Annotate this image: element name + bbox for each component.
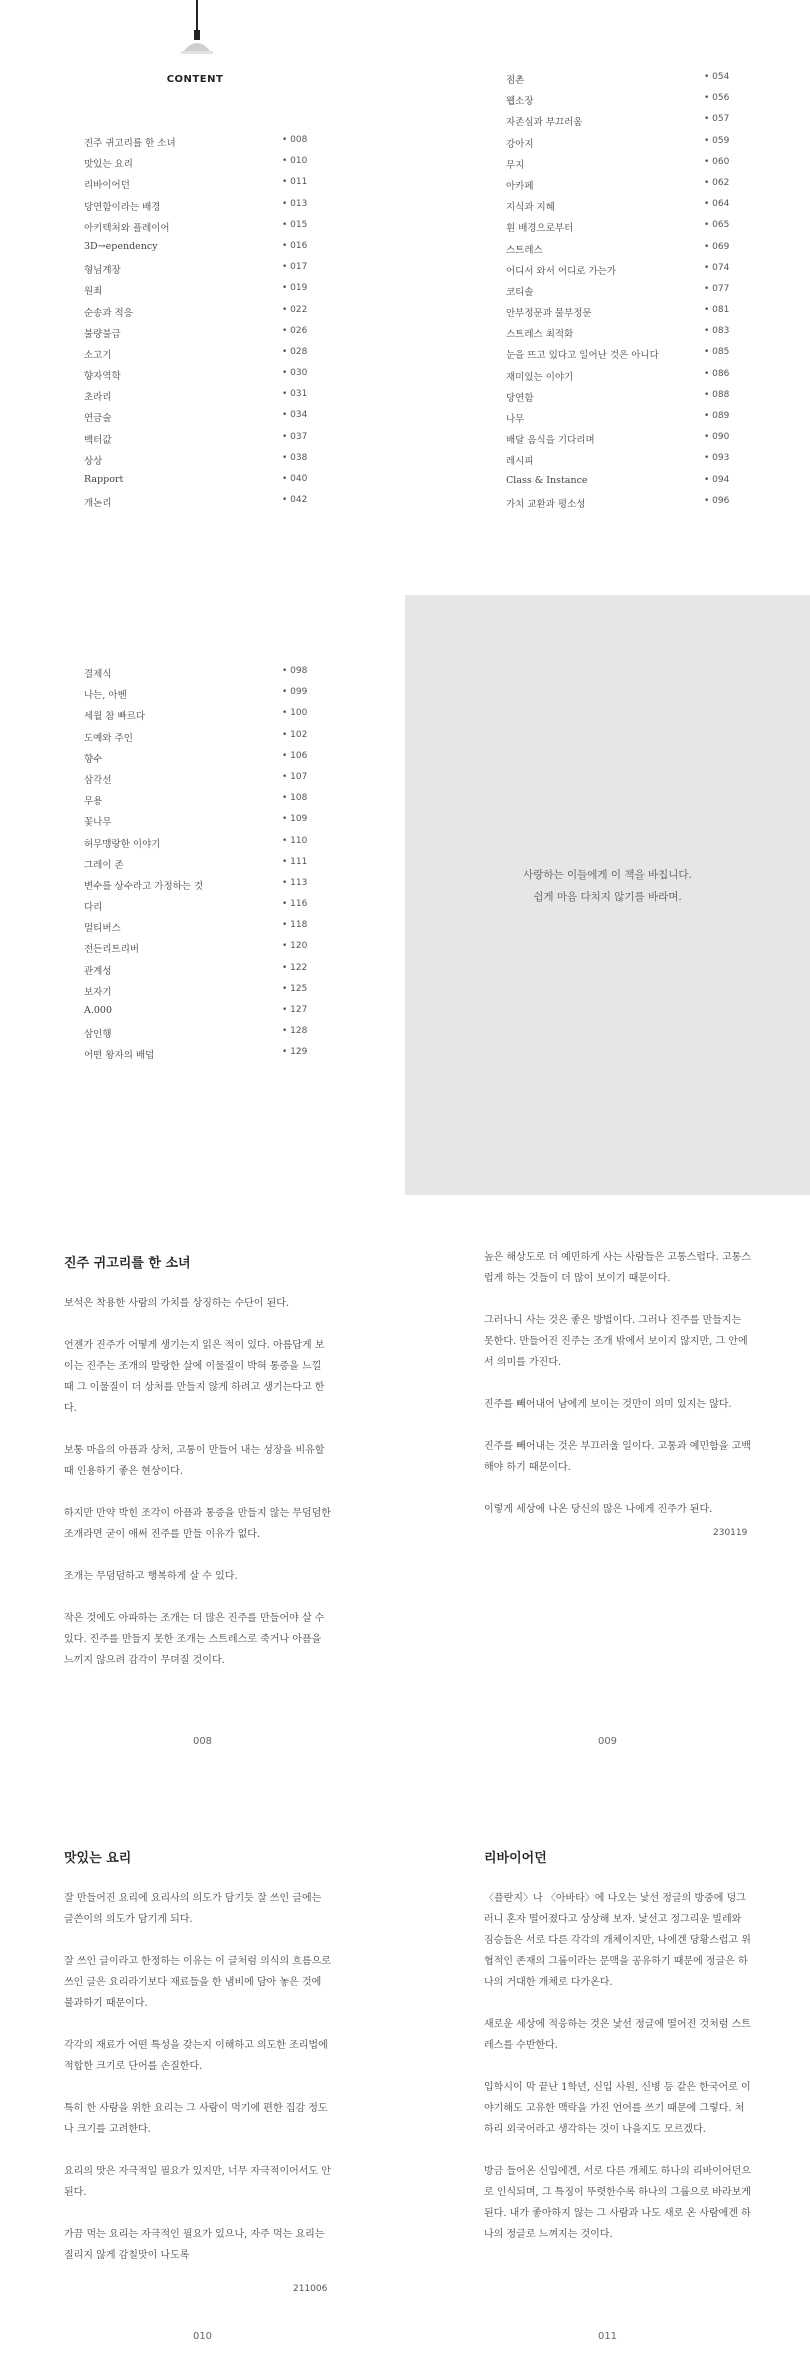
toc-entry-page: • 116 <box>282 899 308 910</box>
essay-paragraph: 잘 쓰인 글이라고 한정하는 이유는 이 글처럼 의식의 흐름으로 쓰인 글은 요리라기보다 재료들을 한 냄비에 담아 놓은 것에 불과하기 때문이다. <box>64 1956 331 2009</box>
toc-page-left <box>0 0 405 600</box>
toc-entry-title: 당연함이라는 배경 <box>84 201 161 213</box>
essay-body <box>64 1888 334 2287</box>
toc-entry-page: • 028 <box>282 346 308 357</box>
essay-paragraph: 진주를 빼어내는 것은 부끄러울 일이다. 고통과 예민함을 고백해야 하기 때문이다. <box>484 1441 751 1473</box>
toc-entry-page: • 074 <box>704 262 730 273</box>
toc-entry-title: 관계성 <box>84 965 112 977</box>
toc-entry-title: 아키텍처와 플레이어 <box>84 222 170 234</box>
toc-entry-title: 연금술 <box>84 413 112 425</box>
toc-entry-title: 형님계장 <box>84 265 121 277</box>
toc-entry-page: • 056 <box>704 93 730 104</box>
toc-entry-title: 3D→ependency <box>84 240 158 252</box>
essay-page-008 <box>0 1195 405 1795</box>
toc-entry-page: • 094 <box>704 474 730 485</box>
toc-entry-title: 코티솔 <box>506 286 534 298</box>
toc-entry-title: 가치 교환과 평소성 <box>506 498 586 510</box>
page-number: 010 <box>192 2331 213 2342</box>
toc-entry-title: 향자역학 <box>84 371 121 383</box>
toc-entry-page: • 069 <box>704 241 730 252</box>
toc-entry-title: 변수를 상수라고 가정하는 것 <box>84 880 204 892</box>
toc-entry-title: 강아지 <box>506 138 534 150</box>
toc-entry-title: 나무 <box>506 414 525 425</box>
essay-paragraph: 각각의 재료가 어떤 특성을 갖는지 이해하고 의도한 조리법에 적합한 크기로 단어를 손질한다. <box>64 2040 328 2072</box>
toc-entry-title: 지식과 지혜 <box>506 202 555 214</box>
toc-entry-page: • 118 <box>282 920 308 931</box>
toc-entry-page: • 059 <box>704 135 730 146</box>
toc-entry-page: • 089 <box>704 411 730 421</box>
toc-entry-title: 도예와 주인 <box>84 732 133 744</box>
toc-entry-page: • 120 <box>282 941 308 952</box>
toc-entry-page: • 125 <box>282 983 308 994</box>
essay-paragraph: 그러나니 사는 것은 좋은 방법이다. 그러나 진주를 만들지는 못한다. 만들어진 진주는 조개 밖에서 보이지 않지만, 그 안에서 의미를 가진다. <box>484 1315 748 1368</box>
toc-entry-page: • 086 <box>704 368 730 379</box>
toc-entry-page: • 077 <box>704 283 730 294</box>
toc-entry-page: • 011 <box>282 177 308 188</box>
toc-entry-page: • 109 <box>282 814 308 825</box>
toc-entry-page: • 034 <box>282 410 308 421</box>
toc-entry-title: 자존심과 부끄러움 <box>506 117 583 129</box>
toc-entry-title: 삼인행 <box>84 1029 112 1041</box>
dedication-line-2: 쉽게 마음 다치지 않기를 바라며. <box>533 891 682 903</box>
toc-entry-title: 향수 <box>84 753 103 765</box>
toc-entry-page: • 128 <box>282 1026 308 1037</box>
essay-body-continued <box>484 1247 754 1541</box>
essay-title: 맛있는 요리 <box>64 1851 132 1866</box>
toc-entry-title: 상상 <box>84 455 103 467</box>
toc-entry-title: 초라리 <box>84 392 112 404</box>
toc-entry-title: 어떤 왕자의 배덥 <box>84 1050 155 1062</box>
toc-entry-title: 무지 <box>506 159 525 171</box>
toc-entry-page: • 016 <box>282 240 308 251</box>
essay-paragraph: 보통 마음의 아픔과 상처, 고통이 만들어 내는 성장을 비유할 때 인용하기 좋은 현상이다. <box>64 1445 325 1477</box>
toc-entry-title: 맛있는 요리 <box>84 159 133 171</box>
toc-entry-title: 배달 음식을 기다리며 <box>506 435 595 447</box>
toc-entry-page: • 090 <box>704 432 730 443</box>
toc-entry-page: • 030 <box>282 368 308 379</box>
toc-entry-title: 세월 참 빠르다 <box>84 711 146 723</box>
toc-entry-title: Rapport <box>84 474 124 485</box>
toc-entry-title: 원죄 <box>84 286 103 298</box>
toc-entry-page: • 107 <box>282 771 308 782</box>
toc-entry-page: • 017 <box>282 262 308 273</box>
toc-spread-2 <box>0 595 810 1195</box>
toc-entry-page: • 037 <box>282 431 308 442</box>
toc-entry-title: 백터값 <box>84 434 112 446</box>
toc-entry-page: • 013 <box>282 198 308 209</box>
essay-paragraph: 하지만 만약 박힌 조각이 아픔과 통증을 만들지 않는 무덤덤한 조개라면 굳이 애써 진주를 만들 이유가 없다. <box>64 1508 331 1540</box>
toc-entry-title: 개논리 <box>84 498 112 510</box>
toc-entry-title: A.000 <box>84 1005 113 1016</box>
toc-entry-page: • 062 <box>704 177 730 188</box>
toc-entry-page: • 010 <box>282 156 308 167</box>
essay-paragraph: 특히 한 사람을 위한 요리는 그 사람이 먹기에 편한 집감 정도나 크기를 고려한다. <box>64 2103 328 2135</box>
page-number: 008 <box>192 1736 213 1747</box>
toc-entry-title: 안부정문과 물부정문 <box>506 308 592 320</box>
essay-paragraph: 요리의 맛은 자극적일 필요가 있지만, 너무 자극적이어서도 안 된다. <box>64 2166 331 2198</box>
toc-entry-page: • 098 <box>282 666 308 676</box>
toc-entry-page: • 106 <box>282 750 308 761</box>
toc-entry-page: • 081 <box>704 305 730 316</box>
toc-entry-page: • 100 <box>282 708 308 719</box>
essay-paragraph: 높은 해상도로 더 예민하게 사는 사람들은 고통스럽다. 고통스럽게 하는 것들이 더 많이 보이기 때문이다. <box>484 1252 751 1284</box>
essay-body <box>64 1293 334 1692</box>
toc-heading: CONTENT <box>166 74 224 85</box>
toc-entry-title: 아카페 <box>506 180 534 192</box>
toc-entry-title: 흰 배경으로부터 <box>506 223 574 235</box>
toc-entry-page: • 015 <box>282 219 308 230</box>
toc-page-continued <box>0 595 405 1195</box>
toc-entry-page: • 127 <box>282 1005 308 1015</box>
pendant-lamp-icon <box>169 0 225 60</box>
essay-paragraph: 새로운 세상에 적응하는 것은 낯선 정글에 떨어진 것처럼 스트레스를 수반한다. <box>484 2019 751 2051</box>
toc-entry-title: 눈을 뜨고 있다고 일어난 것은 아니다 <box>506 350 659 362</box>
essay-date-signature: 211006 <box>293 2284 328 2294</box>
essay-paragraph: 잘 만들어진 요리에 요리사의 의도가 담기듯 잘 쓰인 글에는 글쓴이의 의도가 담기게 되다. <box>64 1893 322 1925</box>
essay-paragraph: 언젠가 진주가 어떻게 생기는지 읽은 적이 있다. 아름답게 보이는 진주는 조개의 말랑한 살에 이물질이 박혀 통증을 느낄 때 그 이물질이 더 상처를 만들지 않게 하려고 생기는다고 한다. <box>64 1340 325 1414</box>
toc-entry-title: 허무맹랑한 이야기 <box>84 838 161 850</box>
toc-entry-page: • 111 <box>282 856 308 867</box>
toc-entry-title: 웹소장 <box>506 96 534 108</box>
essay-page-010 <box>0 1790 405 2380</box>
toc-entry-title: 멀티버스 <box>84 923 121 935</box>
toc-entry-title: 그레이 존 <box>84 859 124 871</box>
essay-paragraph: 진주를 빼어내어 남에게 보이는 것만이 의미 있지는 않다. <box>484 1399 732 1410</box>
dedication-page <box>405 595 810 1195</box>
essay-paragraph: 〈플란지〉나 〈아바타〉에 나오는 낯선 정글의 방중에 덩그러니 혼자 떨어졌다고 상상해 보자. 낯선고 정그리운 빌레와 짐승들은 서로 다른 각각의 개체이지만, 나에겐 당황스럽고 위협적인 존재의 그룹이라는 문맥을 공유하기 때문에 정글은 하나의 거대한 개체로 다가온다. <box>484 1893 751 1988</box>
toc-entry-title: 진주 귀고리를 한 소녀 <box>84 138 176 149</box>
toc-entry-title: 불량불급 <box>84 328 121 340</box>
toc-entry-page: • 099 <box>282 687 308 698</box>
toc-entry-page: • 019 <box>282 283 308 294</box>
toc-entry-page: • 026 <box>282 325 308 336</box>
essay-body <box>484 1888 754 2266</box>
toc-entry-page: • 110 <box>282 835 308 846</box>
toc-entry-page: • 065 <box>704 220 730 231</box>
essay-paragraph: 보석은 착용한 사람의 가치를 상징하는 수단이 된다. <box>64 1298 290 1309</box>
toc-entry-page: • 108 <box>282 793 308 804</box>
toc-entry-title: 무용 <box>84 796 103 808</box>
toc-entry-page: • 022 <box>282 304 308 315</box>
toc-entry-title: 보자기 <box>84 986 112 998</box>
toc-entry-title: 다리 <box>84 902 103 914</box>
toc-entry-page: • 088 <box>704 389 730 400</box>
toc-entry-title: 스트레스 최적화 <box>506 329 574 341</box>
toc-entry-title: Class & Instance <box>506 474 588 486</box>
toc-entry-page: • 054 <box>704 72 730 82</box>
essay-page-009 <box>405 1195 810 1795</box>
toc-entry-title: 꽃나무 <box>84 817 112 829</box>
toc-entry-page: • 060 <box>704 156 730 167</box>
essay-paragraph: 이렇게 세상에 나온 당신의 많은 나에게 진주가 된다. <box>484 1504 713 1515</box>
toc-entry-page: • 057 <box>704 114 730 125</box>
page-number: 011 <box>597 2331 618 2342</box>
toc-entry-title: 결제식 <box>84 669 112 680</box>
essay-paragraph: 조개는 무덤덤하고 행복하게 살 수 있다. <box>64 1571 238 1582</box>
essay-date-signature: 230119 <box>713 1528 748 1538</box>
essay-paragraph: 방금 들어온 신입에겐, 서로 다른 개체도 하나의 리바이어던으로 인식되며, 그 특징이 뚜렷한수록 하나의 그룹으로 바라보게 된다. 내가 좋아하지 않는 그 사람과 나도 새로 온 사람에겐 하나의 정글로 느껴지는 것이다. <box>484 2166 751 2240</box>
essay-paragraph: 가끔 먹는 요리는 자극적인 필요가 있으나, 자주 먹는 요리는 질리지 않게 감칠맛이 나도록 <box>64 2229 325 2261</box>
toc-entry-title: 리바이어던 <box>84 180 130 192</box>
toc-entry-title: 순송과 적응 <box>84 307 133 319</box>
essay-spread-food-leviathan <box>0 1790 810 2380</box>
toc-entry-title: 전든리트리버 <box>84 944 140 956</box>
page-number: 009 <box>597 1736 618 1747</box>
toc-entry-page: • 040 <box>282 474 308 484</box>
toc-entry-title: 레시피 <box>506 456 534 468</box>
essay-paragraph: 작은 것에도 아파하는 조개는 더 많은 진주를 만들어야 살 수 있다. 진주를 만들지 못한 조개는 스트레스로 죽거나 아픔을 느끼지 않으려 감각이 무뎌질 것이다. <box>64 1613 325 1666</box>
toc-entry-page: • 102 <box>282 729 308 740</box>
essay-title: 리바이어던 <box>484 1851 547 1866</box>
toc-entry-page: • 122 <box>282 962 308 973</box>
essay-paragraph: 입학시이 막 끝난 1학년, 신입 사원, 신병 등 같은 한국어로 이야기해도 고유한 맥락을 가진 언어를 쓰기 때문에 그렇다. 처하리 외국어라고 생각하는 것이 나을지도 모르겠다. <box>484 2082 751 2135</box>
toc-entry-page: • 083 <box>704 326 730 337</box>
toc-entry-page: • 038 <box>282 452 308 463</box>
toc-entry-page: • 113 <box>282 877 308 888</box>
toc-page-right <box>405 0 810 600</box>
toc-entry-title: 당연함 <box>506 392 534 404</box>
dedication-line-1: 사랑하는 이들에게 이 책을 바칩니다. <box>523 869 692 881</box>
toc-entry-title: 삼각선 <box>84 774 112 786</box>
toc-spread-1 <box>0 0 810 600</box>
toc-entry-title: 소고기 <box>84 349 112 361</box>
toc-entry-page: • 008 <box>282 135 308 145</box>
toc-entry-title: 점촌 <box>506 75 525 86</box>
essay-title: 진주 귀고리를 한 소녀 <box>64 1256 191 1271</box>
essay-spread-pearl <box>0 1195 810 1795</box>
toc-entry-title: 나는, 아벤 <box>84 690 127 702</box>
toc-entry-page: • 093 <box>704 453 730 464</box>
toc-entry-page: • 129 <box>282 1047 308 1058</box>
toc-entry-page: • 064 <box>704 199 730 210</box>
toc-entry-title: 재미있는 이야기 <box>506 371 574 383</box>
toc-entry-title: 스트레스 <box>506 244 543 256</box>
toc-entry-title: 어디서 와서 어디로 가는가 <box>506 265 617 277</box>
toc-entry-page: • 031 <box>282 389 308 400</box>
essay-page-011 <box>405 1790 810 2380</box>
toc-entry-page: • 085 <box>704 347 730 358</box>
toc-entry-page: • 042 <box>282 495 308 506</box>
toc-entry-page: • 096 <box>704 495 730 506</box>
